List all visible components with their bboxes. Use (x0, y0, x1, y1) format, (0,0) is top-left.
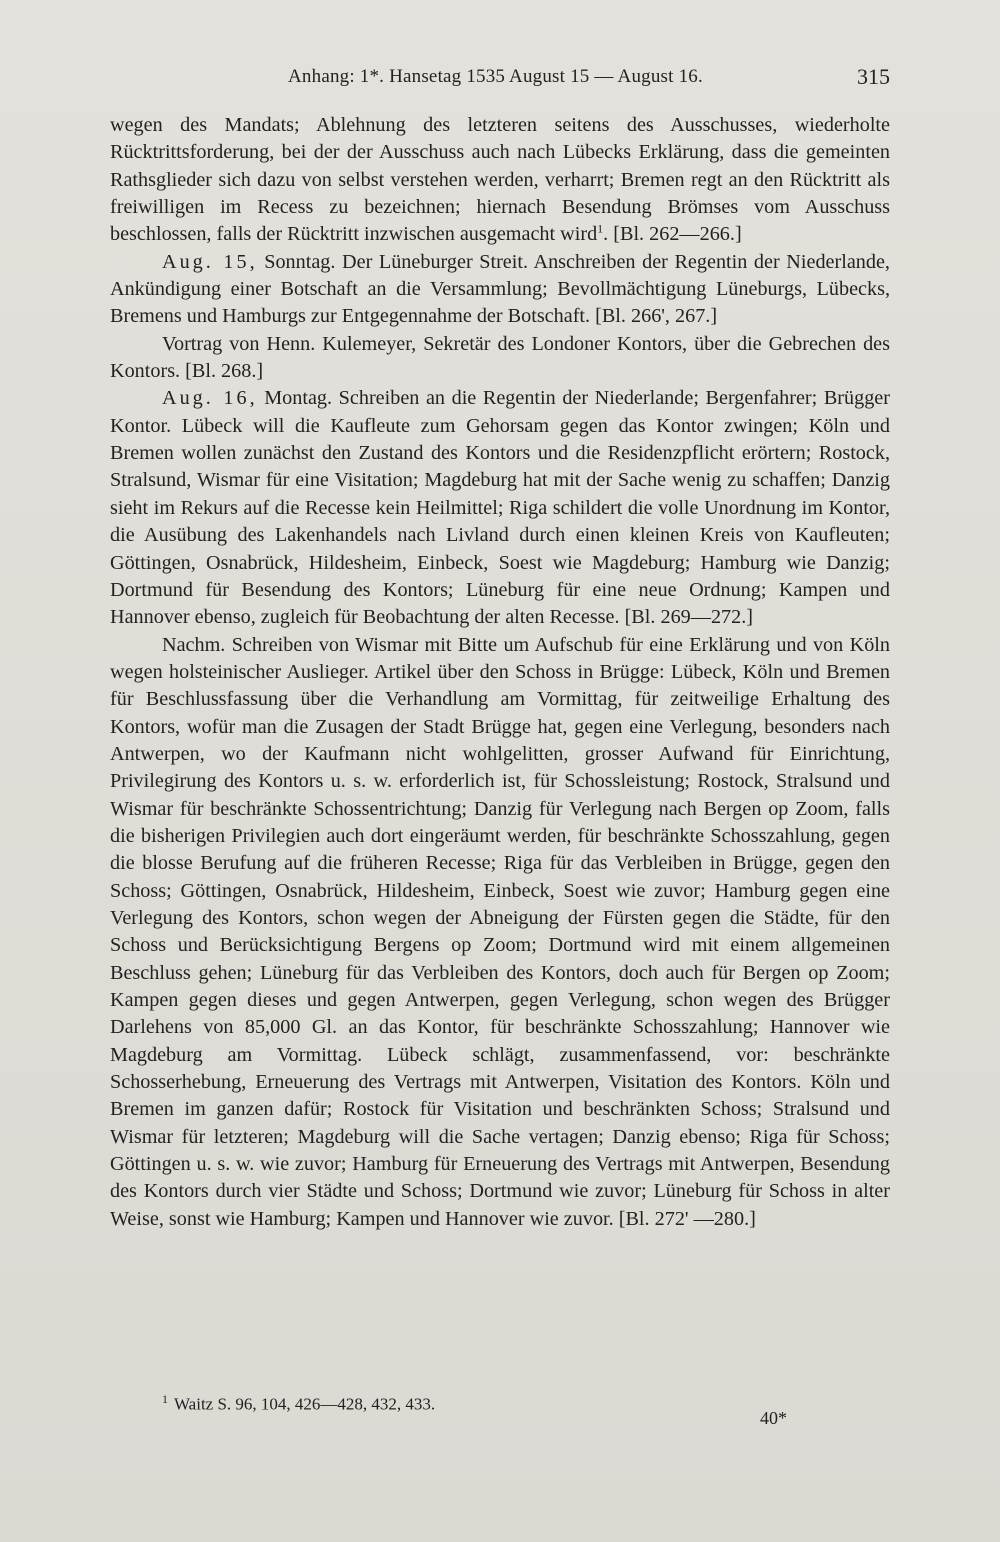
paragraph-kulemeyer (110, 331, 890, 386)
body-text (110, 112, 890, 1233)
paragraph-1-text: wegen des Mandats; Ablehnung des letzteren seitens des Ausschusses, wiederholte Rücktrittsforderung, bei der der Ausschuss auch nach Lübecks Erklärung, dass die gemeinten Rathsglieder sich dazu von selbst verstehen werden, verharrt; Bremen regt an den Rücktritt als freiwilligen im Recess zu bezeichnen; hiernach Besendung Brömses vom Ausschuss beschlossen, falls der Rücktritt inzwischen ausgemacht wird (110, 114, 890, 246)
footnote (162, 1392, 435, 1415)
paragraph-1 (110, 112, 890, 249)
date-aug-16: Aug. 16, (162, 387, 258, 410)
paragraph-aug-15 (110, 249, 890, 331)
page-number: 315 (857, 64, 890, 89)
running-head: Anhang: 1*. Hansetag 1535 August 15 — August 16. (288, 66, 703, 87)
paragraph-nachm-text: Nachm. Schreiben von Wismar mit Bitte um Aufschub für eine Erklärung und von Köln wegen holsteinischer Auslieger. Artikel über den Schoss in Brügge: Lübeck, Köln und Bremen für Beschlussfassung über die Verhandlung am Vormittag, für zeitweilige Erhaltung des Kontors, wofür man die Zusagen der Stadt Brügge hat, gegen eine Verlegung, besonders nach Antwerpen, wo der Kaufmann nicht wohlgelitten, grosser Aufwand für Einrichtung, Privilegirung des Kontors u. s. w. erforderlich ist, für Schossleistung; Rostock, Stralsund und Wismar für beschränkte Schossentrichtung; Danzig für Verlegung nach Bergen op Zoom, falls die bisherigen Privilegien auch dort eingeräumt werden, für beschränkte Schosszahlung, gegen die blosse Berufung auf die früheren Recesse; Riga für das Verbleiben in Brügge, gegen den Schoss; Göttingen, Osnabrück, Hildesheim, Einbeck, Soest wie zuvor; Hamburg gegen eine Verlegung des Kontors, schon wegen der Abneigung der Fürsten gegen die Städte, für den Schoss und Berücksichtigung Bergens op Zoom; Dortmund wird mit einem allgemeinen Beschluss gehen; Lüneburg für das Verbleiben des Kontors, doch auch für Bergen op Zoom; Kampen gegen dieses und gegen Antwerpen, gegen Verlegung, schon wegen des Brügger Darlehens von 85,000 Gl. an das Kontor, für beschränkte Schosszahlung; Hannover wie Magdeburg am Vormittag. Lübeck schlägt, zusammenfassend, vor: beschränkte Schosserhebung, Erneuerung des Vertrags mit Antwerpen, Visitation des Kontors. Köln und Bremen im ganzen dafür; Rostock für Visitation und beschränkten Schoss; Stralsund und Wismar für letzteren; Magdeburg will die Sache vertagen; Danzig ebenso; Riga für Schoss; Göttingen u. s. w. wie zuvor; Hamburg für Erneuerung des Vertrags mit Antwerpen, Besendung des Kontors durch vier Städte und Schoss; Dortmund wie zuvor; Lüneburg für Schoss in alter Weise, sonst wie Hamburg; Kampen und Hannover wie zuvor. [Bl. 272' —280.] (110, 633, 890, 1230)
page-header (110, 66, 890, 96)
paragraph-aug-15-text: Sonntag. Der Lüneburger Streit. Anschreiben der Regentin der Niederlande, Ankündigung einer Botschaft an die Versammlung; Bevollmächtigung Lüneburgs, Lübecks, Bremens und Hamburgs zur Entgegennahme der Botschaft. [Bl. 266', 267.] (110, 250, 890, 328)
date-aug-15: Aug. 15, (162, 250, 258, 273)
paragraph-1-end: . [Bl. 262—266.] (603, 223, 742, 246)
printer-signature: 40* (760, 1408, 787, 1428)
paragraph-aug-16-text: Montag. Schreiben an die Regentin der Niederlande; Bergenfahrer; Brügger Kontor. Lübeck will die Kaufleute zum Gehorsam gegen das Kontor zwingen; Köln und Bremen wollen zunächst den Zustand des Kontors und die Residenzpflicht erörtern; Rostock, Stralsund, Wismar für eine Visitation; Magdeburg hat mit der Sache wenig zu schaffen; Danzig sieht im Rekurs auf die Recesse kein Heilmittel; Riga schildert die volle Unordnung im Kontor, die Ausübung des Lakenhandels nach Livland durch einen kleinen Kreis von Kaufleuten; Göttingen, Osnabrück, Hildesheim, Einbeck, Soest wie Magdeburg; Hamburg wie Danzig; Dortmund für Besendung des Kontors; Lüneburg für eine neue Ordnung; Kampen und Hannover ebenso, zugleich für Beobachtung der alten Recesse. [Bl. 269—272.] (110, 387, 890, 629)
footnote-reference: 1 (597, 221, 604, 236)
paragraph-aug-16 (110, 385, 890, 631)
paragraph-kulemeyer-text: Vortrag von Henn. Kulemeyer, Sekretär des Londoner Kontors, über die Gebrechen des Kontors. [Bl. 268.] (110, 332, 890, 383)
paragraph-nachm (110, 632, 890, 1234)
footnote-number: 1 (162, 1392, 168, 1406)
footnote-text: Waitz S. 96, 104, 426—428, 432, 433. (174, 1394, 436, 1414)
